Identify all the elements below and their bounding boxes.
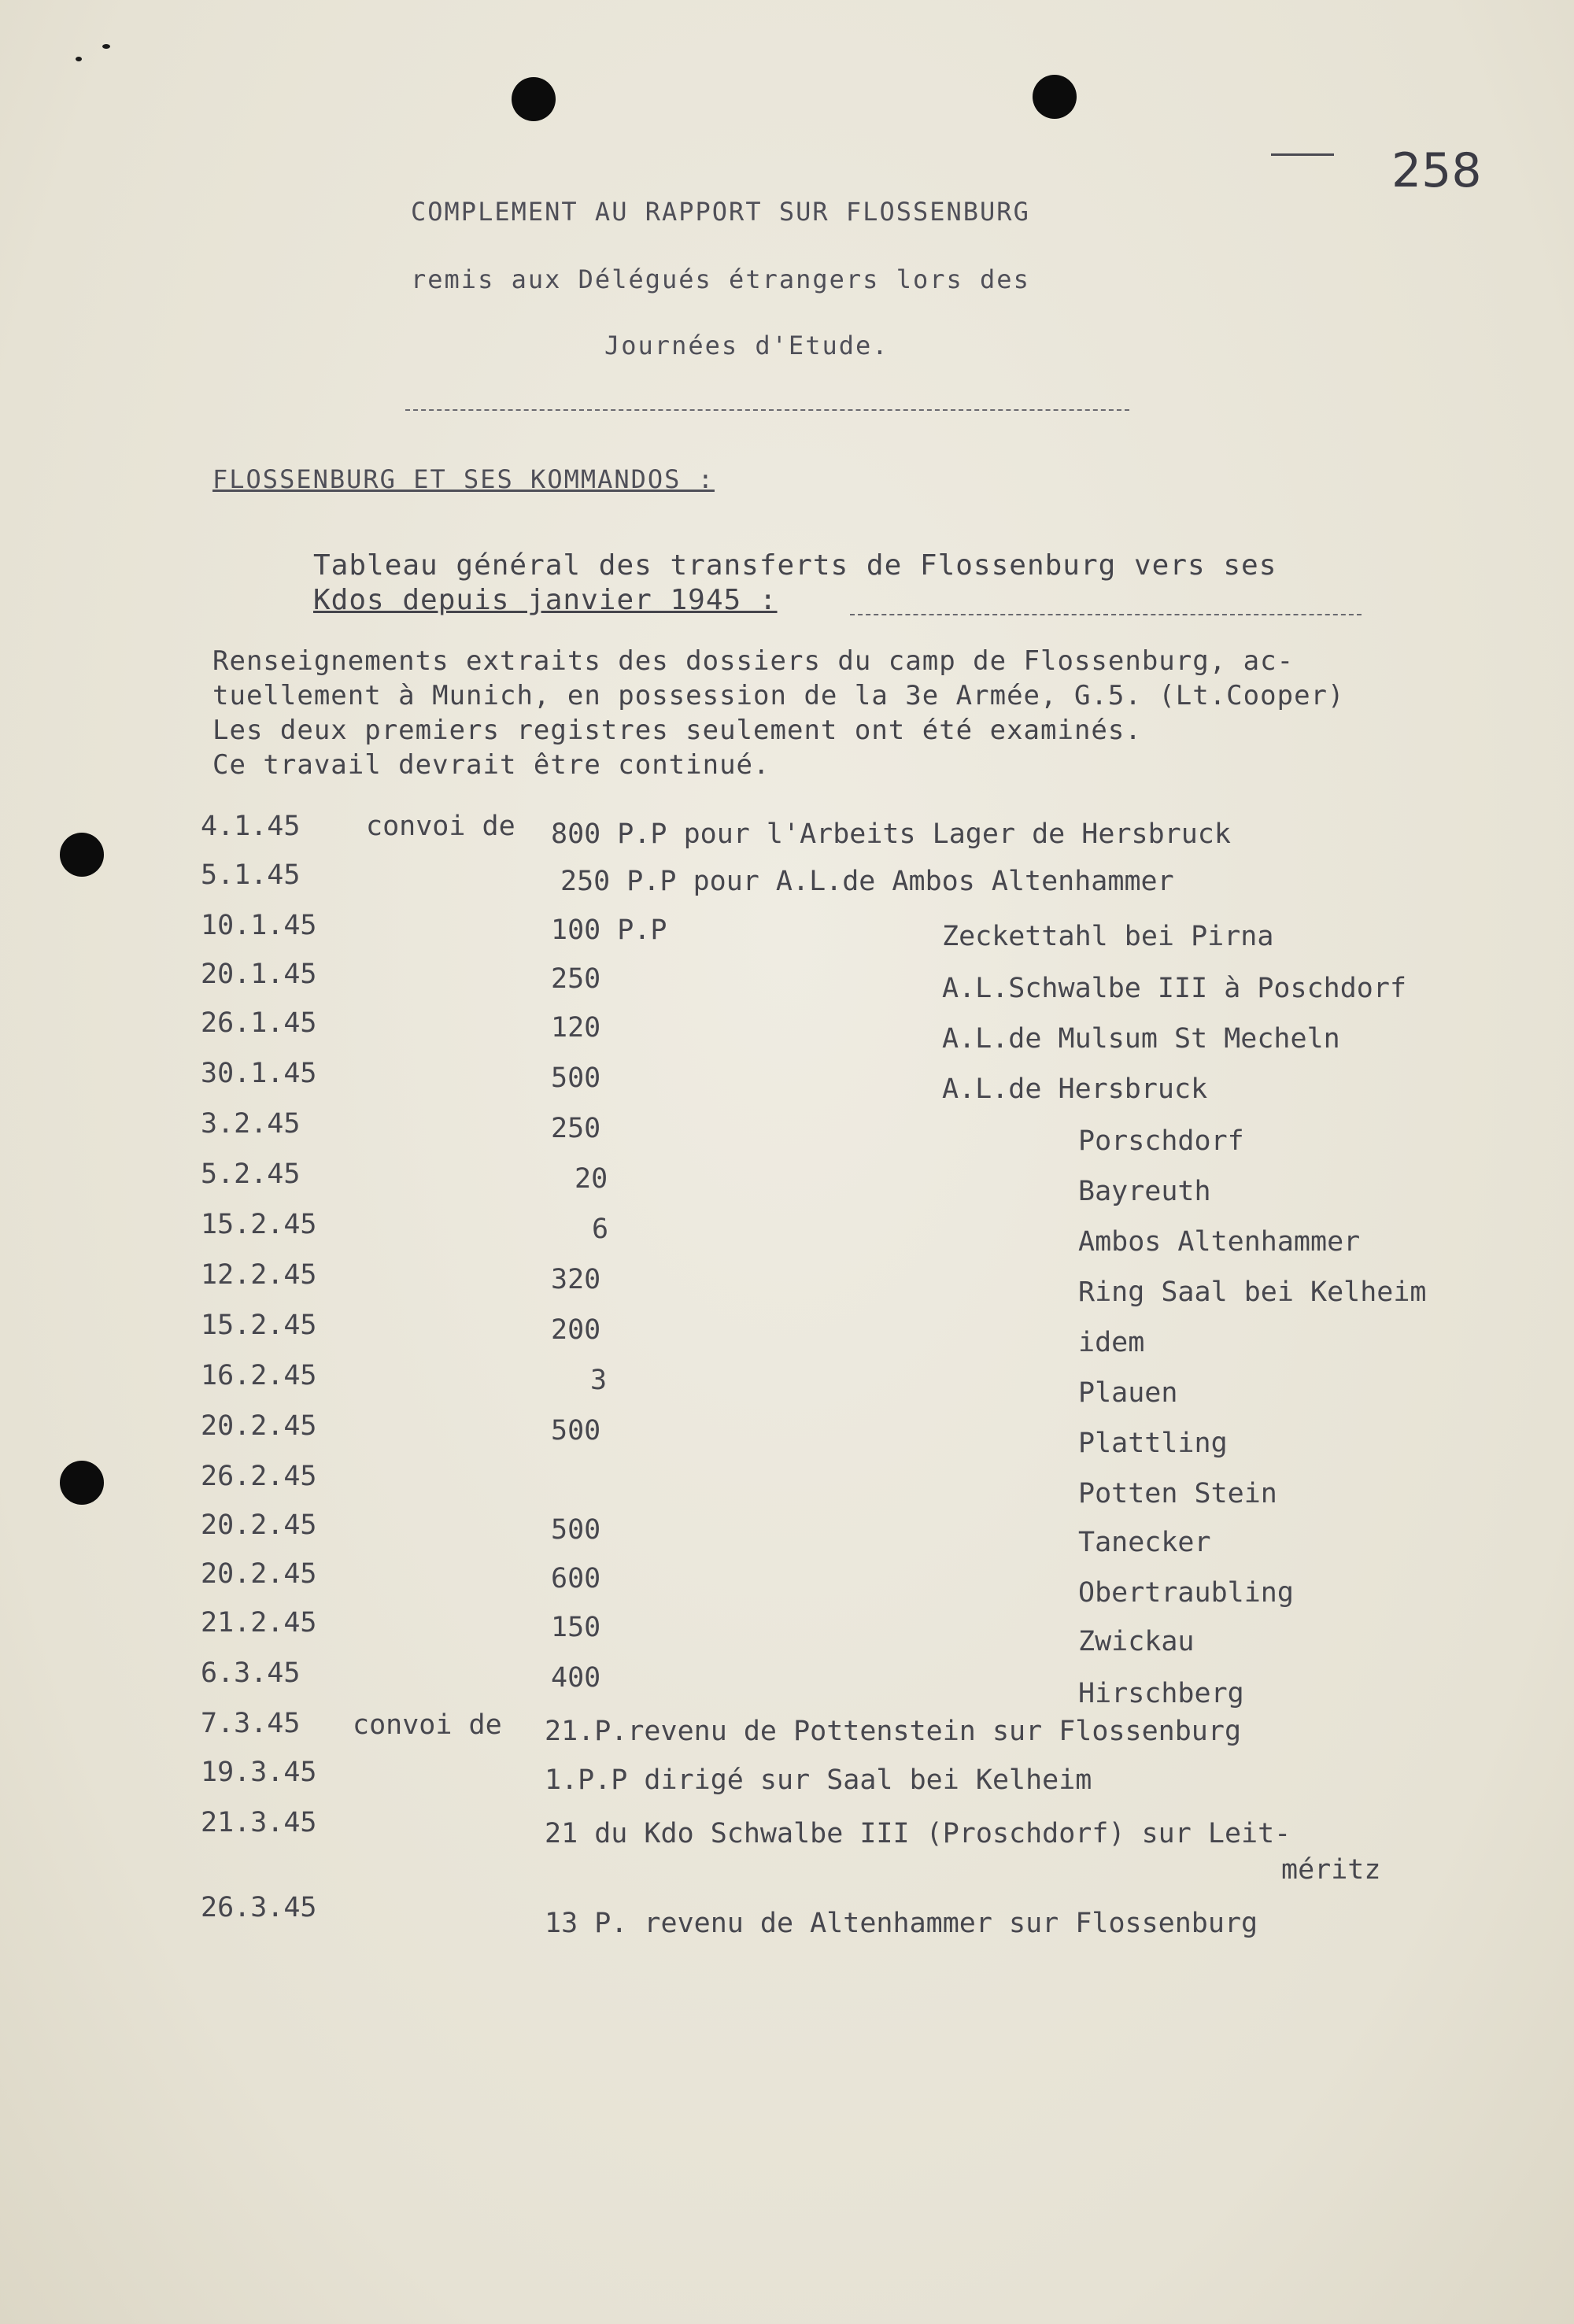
transfer-date: 26.3.45 — [201, 1892, 317, 1923]
transfer-date: 3.2.45 — [201, 1108, 301, 1140]
transfer-date: 21.3.45 — [201, 1807, 317, 1838]
transfer-count: 400 — [551, 1662, 601, 1694]
transfer-count: 3 — [590, 1365, 608, 1396]
section-title: FLOSSENBURG ET SES KOMMANDOS : — [212, 464, 715, 494]
tableau-line-2: Kdos depuis janvier 1945 : — [313, 584, 778, 616]
page-number-marks — [1271, 153, 1334, 156]
transfer-date: 26.1.45 — [201, 1007, 317, 1039]
transfer-date: 20.2.45 — [201, 1509, 317, 1541]
header-line-3: Journées d'Etude. — [604, 331, 889, 360]
transfer-count: 800 P.P pour l'Arbeits Lager de Hersbruck — [551, 818, 1231, 850]
ink-speck — [76, 57, 82, 61]
transfer-destination: Obertraubling — [1078, 1577, 1294, 1609]
intro-line-4: Ce travail devrait être continué. — [212, 749, 770, 781]
transfer-destination: A.L.Schwalbe III à Poschdorf — [942, 973, 1407, 1004]
transfer-destination: Zwickau — [1078, 1626, 1195, 1657]
header-divider — [405, 409, 1129, 411]
intro-line-3: Les deux premiers registres seulement ont été examinés. — [212, 715, 1142, 746]
transfer-count: 500 — [551, 1415, 601, 1446]
transfer-date: 15.2.45 — [201, 1310, 317, 1341]
transfer-destination: Tanecker — [1078, 1527, 1211, 1558]
transfer-count: 100 P.P — [551, 914, 667, 946]
transfer-destination: méritz — [1281, 1854, 1381, 1886]
transfer-count: 21 du Kdo Schwalbe III (Proschdorf) sur Leit- — [545, 1818, 1291, 1849]
transfer-date: 10.1.45 — [201, 910, 317, 941]
transfer-destination: idem — [1078, 1327, 1145, 1358]
transfer-count: 20 — [575, 1163, 608, 1195]
transfer-destination: Plattling — [1078, 1428, 1228, 1459]
transfer-count: 500 — [551, 1514, 601, 1546]
transfer-count: 6 — [592, 1214, 609, 1245]
transfer-count: 600 — [551, 1563, 601, 1594]
intro-line-1: Renseignements extraits des dossiers du camp de Flossenburg, ac- — [212, 645, 1295, 677]
transfer-destination: Ambos Altenhammer — [1078, 1226, 1361, 1258]
transfer-date: 20.2.45 — [201, 1558, 317, 1590]
transfer-date: 6.3.45 — [201, 1657, 301, 1689]
transfer-destination: Ring Saal bei Kelheim — [1078, 1277, 1427, 1308]
transfer-date: 15.2.45 — [201, 1209, 317, 1240]
punch-hole-top-right — [1033, 75, 1077, 119]
transfer-date: 5.2.45 — [201, 1158, 301, 1190]
transfer-count: 21.P.revenu de Pottenstein sur Flossenburg — [545, 1716, 1242, 1747]
transfer-count: 120 — [551, 1012, 601, 1044]
transfer-destination: Hirschberg — [1078, 1678, 1244, 1709]
transfer-count: 500 — [551, 1062, 601, 1094]
transfer-date: 4.1.45 — [201, 811, 301, 842]
transfer-count: 320 — [551, 1264, 601, 1295]
transfer-count: 250 P.P pour A.L.de Ambos Altenhammer — [560, 866, 1174, 897]
transfer-count: 200 — [551, 1314, 601, 1346]
intro-line-2: tuellement à Munich, en possession de la 3e Armée, G.5. (Lt.Cooper) — [212, 680, 1345, 711]
transfer-destination: Plauen — [1078, 1377, 1178, 1409]
tableau-line-1: Tableau général des transferts de Flossenburg vers ses — [313, 549, 1277, 582]
header-line-2: remis aux Délégués étrangers lors des — [411, 264, 1030, 294]
transfer-destination: A.L.de Hersbruck — [942, 1073, 1208, 1105]
transfer-destination: Potten Stein — [1078, 1478, 1277, 1509]
tableau-underline — [850, 614, 1362, 615]
transfer-date: 20.1.45 — [201, 959, 317, 990]
transfer-convoy: convoi de — [366, 811, 515, 842]
ink-speck — [102, 44, 110, 49]
transfer-count: 250 — [551, 1113, 601, 1144]
transfer-count: 150 — [551, 1612, 601, 1643]
transfer-count: 13 P. revenu de Altenhammer sur Flossenburg — [545, 1908, 1258, 1939]
transfer-destination: Zeckettahl bei Pirna — [942, 921, 1274, 952]
transfer-date: 26.2.45 — [201, 1461, 317, 1492]
punch-hole-top-left — [512, 77, 556, 121]
transfer-destination: Porschdorf — [1078, 1125, 1244, 1157]
transfer-date: 7.3.45 — [201, 1708, 301, 1739]
transfer-date: 5.1.45 — [201, 859, 301, 891]
punch-hole-left-lower — [60, 1461, 104, 1505]
transfer-date: 21.2.45 — [201, 1607, 317, 1639]
transfer-date: 16.2.45 — [201, 1360, 317, 1391]
punch-hole-left-upper — [60, 833, 104, 877]
page-number: 258 — [1391, 143, 1482, 198]
transfer-destination: Bayreuth — [1078, 1176, 1211, 1207]
transfer-count: 1.P.P dirigé sur Saal bei Kelheim — [545, 1764, 1092, 1796]
transfer-destination: A.L.de Mulsum St Mecheln — [942, 1023, 1340, 1055]
transfer-count: 250 — [551, 963, 601, 995]
transfer-convoy: convoi de — [353, 1709, 502, 1741]
transfer-date: 12.2.45 — [201, 1259, 317, 1291]
transfer-date: 19.3.45 — [201, 1757, 317, 1788]
header-line-1: COMPLEMENT AU RAPPORT SUR FLOSSENBURG — [411, 197, 1030, 227]
transfer-date: 20.2.45 — [201, 1410, 317, 1442]
transfer-date: 30.1.45 — [201, 1058, 317, 1089]
